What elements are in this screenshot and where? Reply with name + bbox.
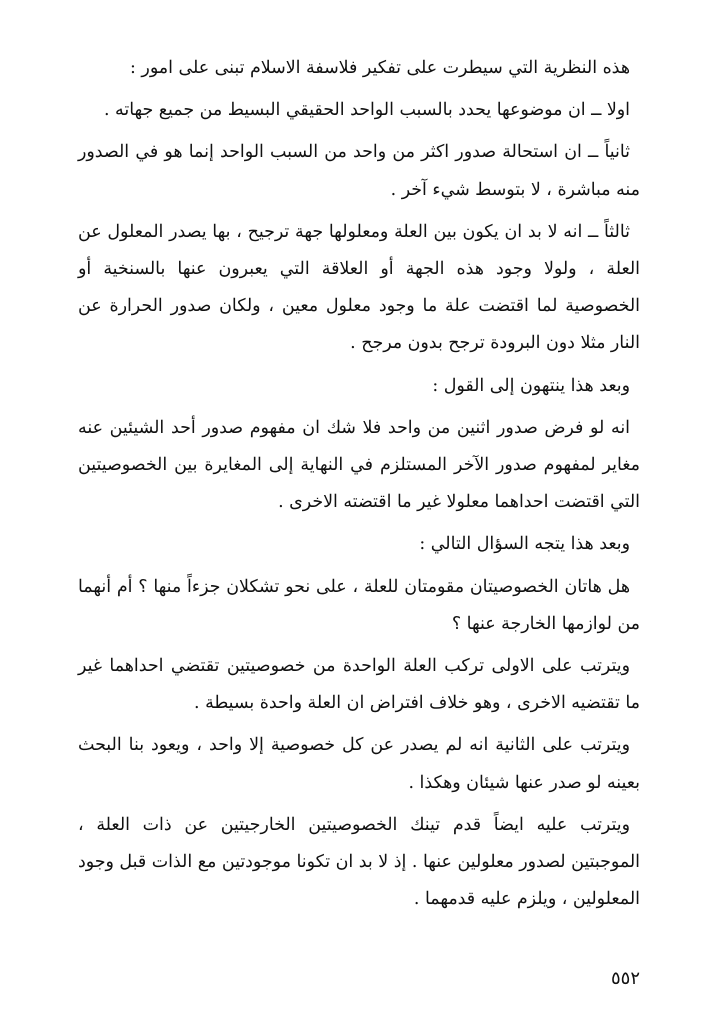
- paragraph-conclusion: انه لو فرض صدور اثنين من واحد فلا شك ان مفهوم صدور أحد الشيئين عنه مغاير لمفهوم صدور الآخر المستلزم في النهاية إلى المغايرة بين الخصوصيتين التي اقتضت احداهما معلولا غير ما اقتضته الاخرى .: [78, 417, 640, 513]
- paragraph-first: اولا ــ ان موضوعها يحدد بالسبب الواحد الحقيقي البسيط من جميع جهاته .: [103, 100, 630, 121]
- paragraph-further-consequence: ويترتب عليه ايضاً قدم تينك الخصوصيتين الخارجيتين عن ذات العلة ، الموجبتين لصدور معلولين عنها . إذ لا بد ان تكونا موجودتين مع الذات قبل وجود المعلولين ، ويلزم عليه قدمهما .: [78, 814, 640, 910]
- paragraph-first-option: ويترتب على الاولى تركب العلة الواحدة من خصوصيتين تقتضي احداهما غير ما تقتضيه الاخرى ، وهو خلاف افتراض ان العلة واحدة بسيطة .: [78, 656, 640, 714]
- paragraph-third: ثالثاً ــ انه لا بد ان يكون بين العلة ومعلولها جهة ترجيح ، بها يصدر المعلول عن العلة ، ولولا وجود هذه الجهة أو العلاقة التي يعبرون عنها بالسنخية أو الخصوصية لما اقتضت علة ما وجود معلول معين ، ولكان صدور الحرارة عن النار مثلا دون البرودة ترجح بدون مرجح .: [78, 221, 640, 354]
- page-body: [78, 50, 640, 918]
- paragraph-intro: هذه النظرية التي سيطرت على تفكير فلاسفة الاسلام تبنى على امور :: [130, 58, 630, 78]
- page-number: ٥٥٢: [610, 968, 640, 989]
- paragraph-second: ثانياً ــ ان استحالة صدور اكثر من واحد من السبب الواحد إنما هو في الصدور منه مباشرة ، لا بتوسط شيء آخر .: [78, 142, 640, 200]
- paragraph-second-option: ويترتب على الثانية انه لم يصدر عن كل خصوصية إلا واحد ، ويعود بنا البحث بعينه لو صدر عنها شيئان وهكذا .: [78, 735, 640, 793]
- paragraph-question: هل هاتان الخصوصيتان مقومتان للعلة ، على نحو تشكلان جزءاً منها ؟ أم أنهما من لوازمها الخارجة عنها ؟: [78, 576, 640, 634]
- paragraph-conclusion-intro: وبعد هذا ينتهون إلى القول :: [432, 375, 630, 396]
- paragraph-question-intro: وبعد هذا يتجه السؤال التالي :: [419, 534, 630, 555]
